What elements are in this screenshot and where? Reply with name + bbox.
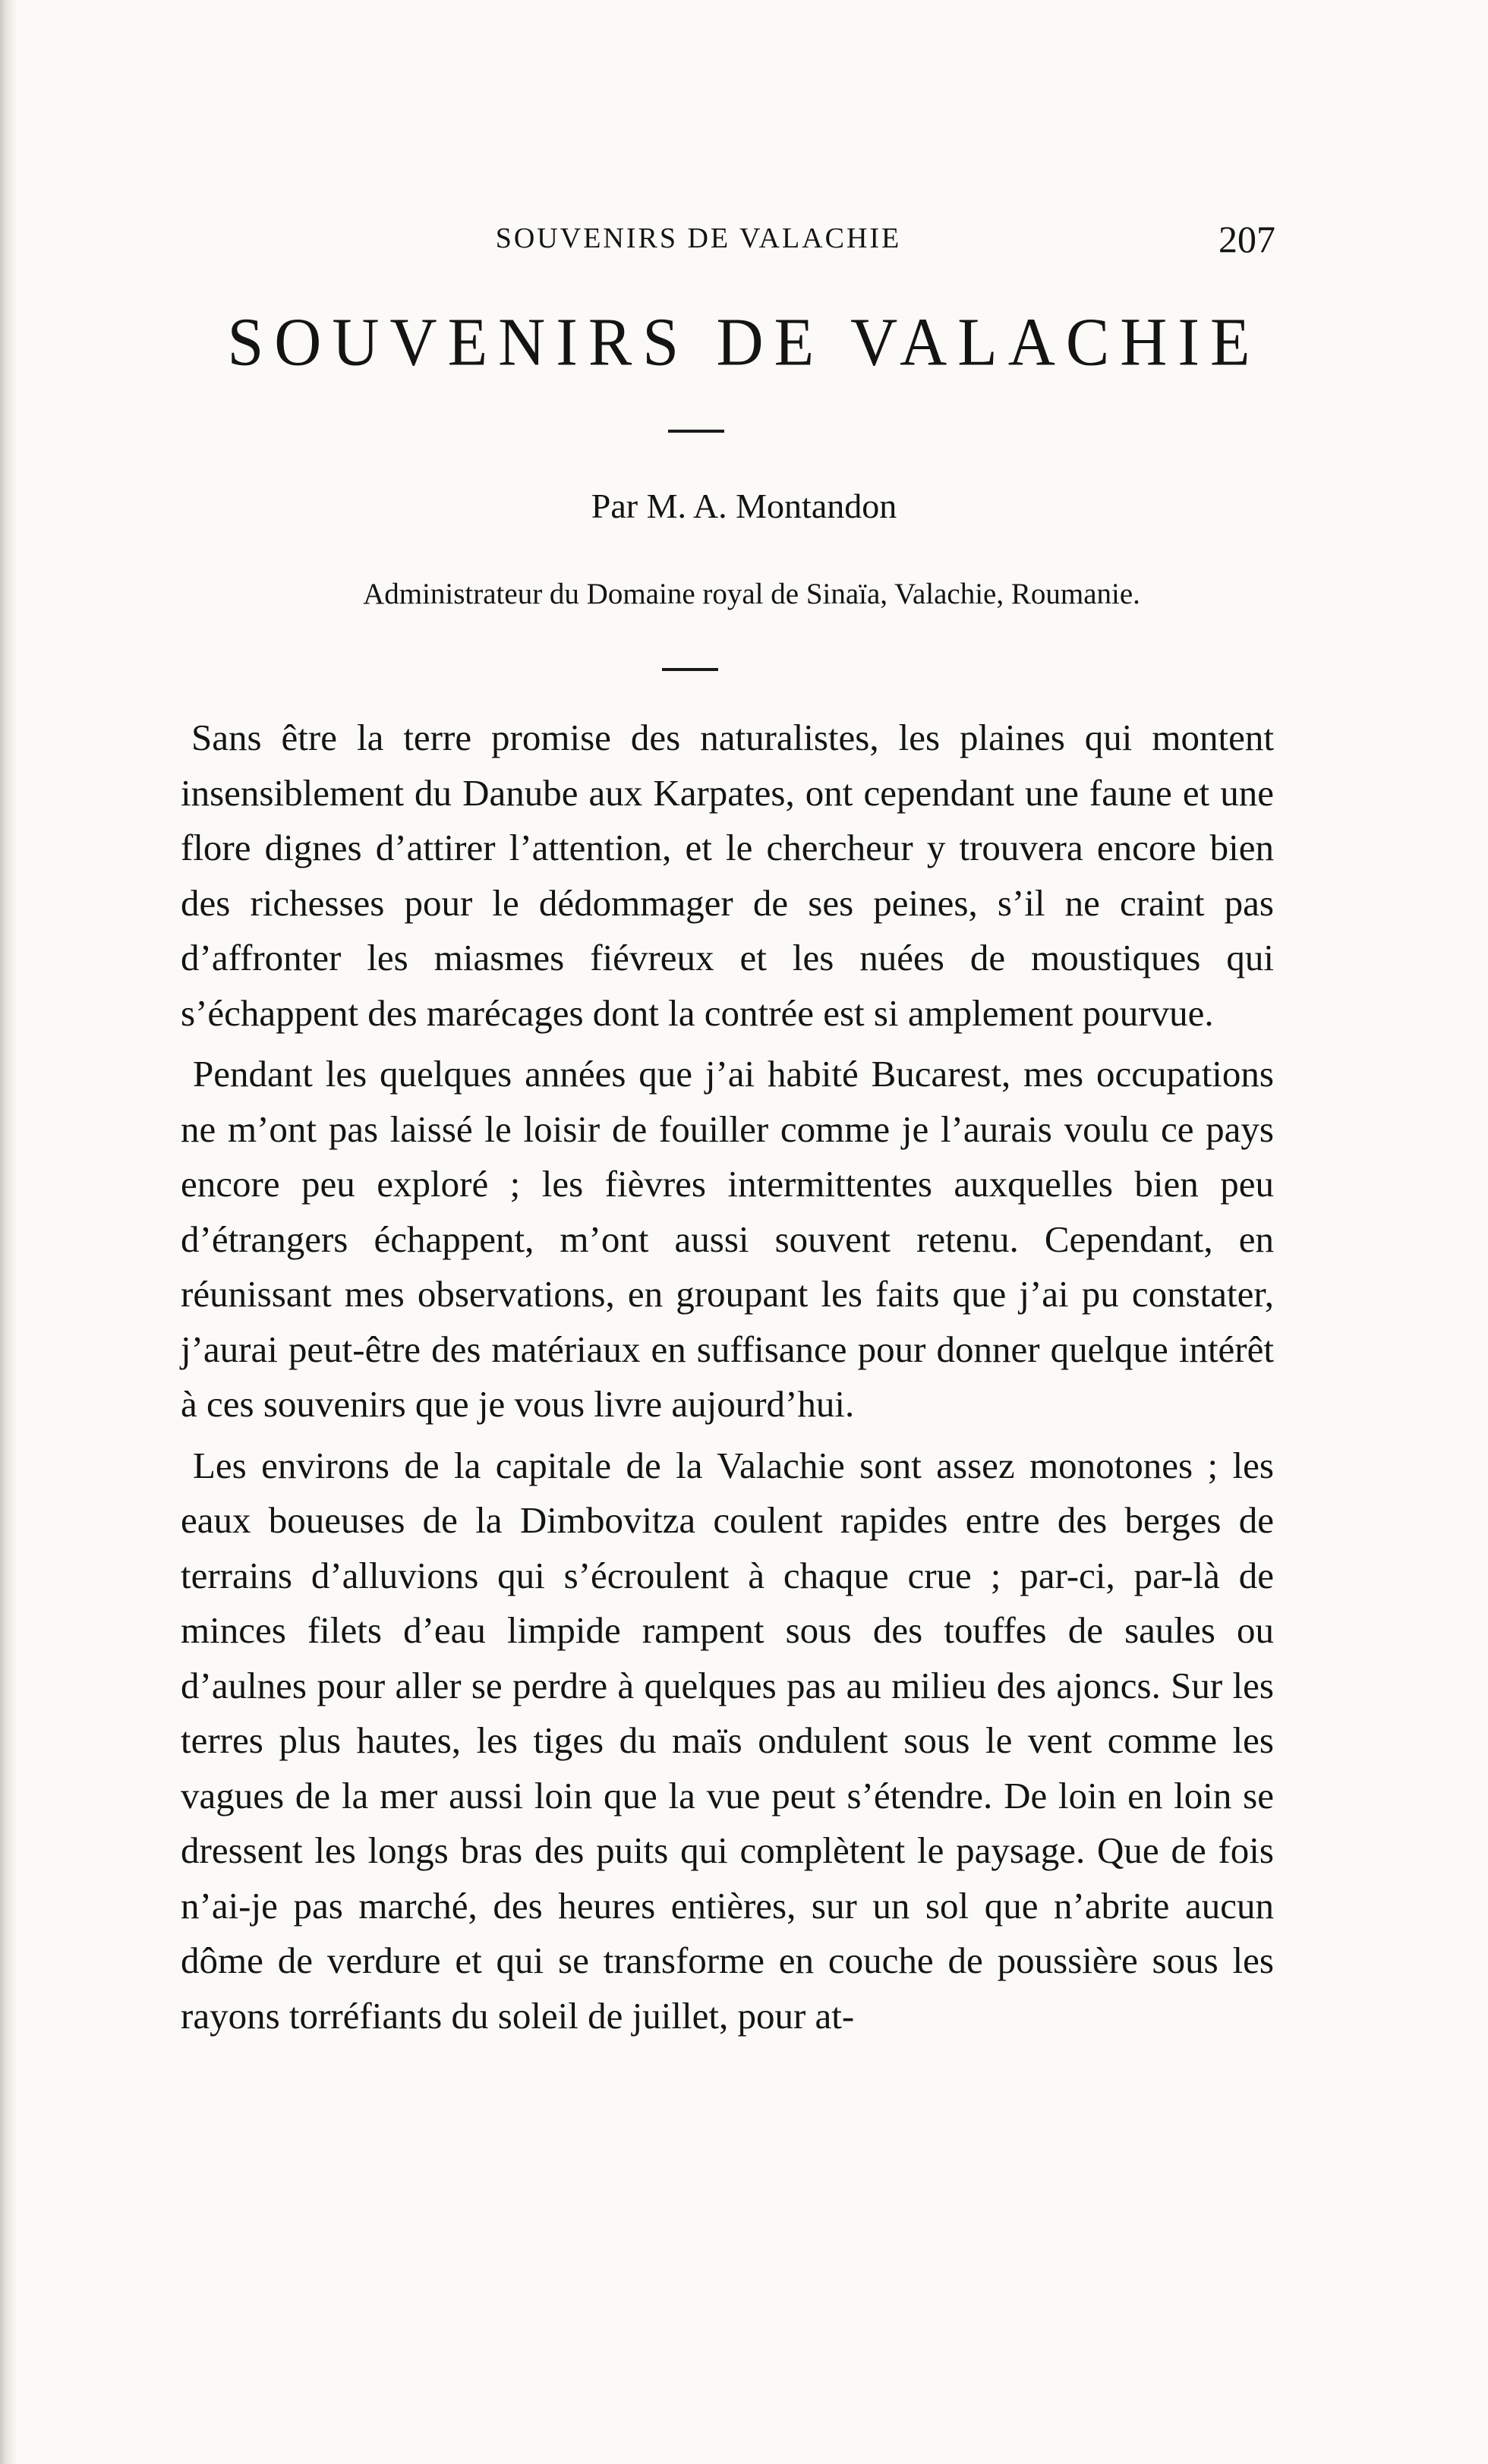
author-affiliation: Administrateur du Domaine royal de Sinaïa, Valachie, Roumanie. [363, 578, 1140, 610]
author-byline [0, 486, 1488, 526]
paragraph: Sans être la terre promise des naturalistes, les plaines qui montent insensiblement du Danube aux Karpates, ont cependant une faune et une flore dignes d’attirer l’attention, et le chercheur y trouvera encore bien des richesses pour le dédommager de ses peines, s’il ne craint pas d’affronter les miasmes fiévreux et les nuées de moustiques qui s’échappent des marécages dont la contrée est si amplement pourvue. [181, 717, 1274, 1034]
running-title: SOUVENIRS DE VALACHIE [495, 222, 902, 254]
paragraph: Pendant les quelques années que j’ai habité Bucarest, mes occupations ne m’ont pas laissé le loisir de fouiller comme je l’aurais voulu ce pays encore peu exploré ; les fièvres intermittentes auxquelles bien peu d’étrangers échappent, m’ont aussi souvent retenu. Cependant, en réunissant mes observations, en groupant les faits que j’ai pu constater, j’aurai peut-être des matériaux en suffisance pour donner quelque intérêt à ces souvenirs que je vous livre aujourd’hui. [181, 1053, 1274, 1425]
article-title: SOUVENIRS DE VALACHIE [227, 303, 1261, 380]
author-name: Par M. A. Montandon [591, 487, 897, 525]
affiliation-rule [662, 668, 718, 671]
article-body [181, 711, 1274, 2050]
title-rule [668, 430, 724, 433]
paragraph: Les environs de la capitale de la Valachie sont assez monotones ; les eaux boueuses de la Dimbovitza coulent rapides entre des berges de terrains d’alluvions qui s’écroulent à chaque crue ; par-ci, par-là de minces filets d’eau limpide rampent sous des touffes de saules ou d’aulnes pour aller se perdre à quelques pas au milieu des ajoncs. Sur les terres plus hautes, les tiges du maïs ondulent sous le vent comme les vagues de la mer aussi loin que la vue peut s’étendre. De loin en loin se dressent les longs bras des puits qui complètent le paysage. Que de fois n’ai-je pas marché, des heures entières, sur un sol que n’abrite aucun dôme de verdure et qui se transforme en couche de poussière sous les rayons torréfiants du soleil de juillet, pour at- [181, 1444, 1274, 2037]
page-number: 207 [1218, 218, 1275, 260]
running-head [0, 218, 1488, 267]
